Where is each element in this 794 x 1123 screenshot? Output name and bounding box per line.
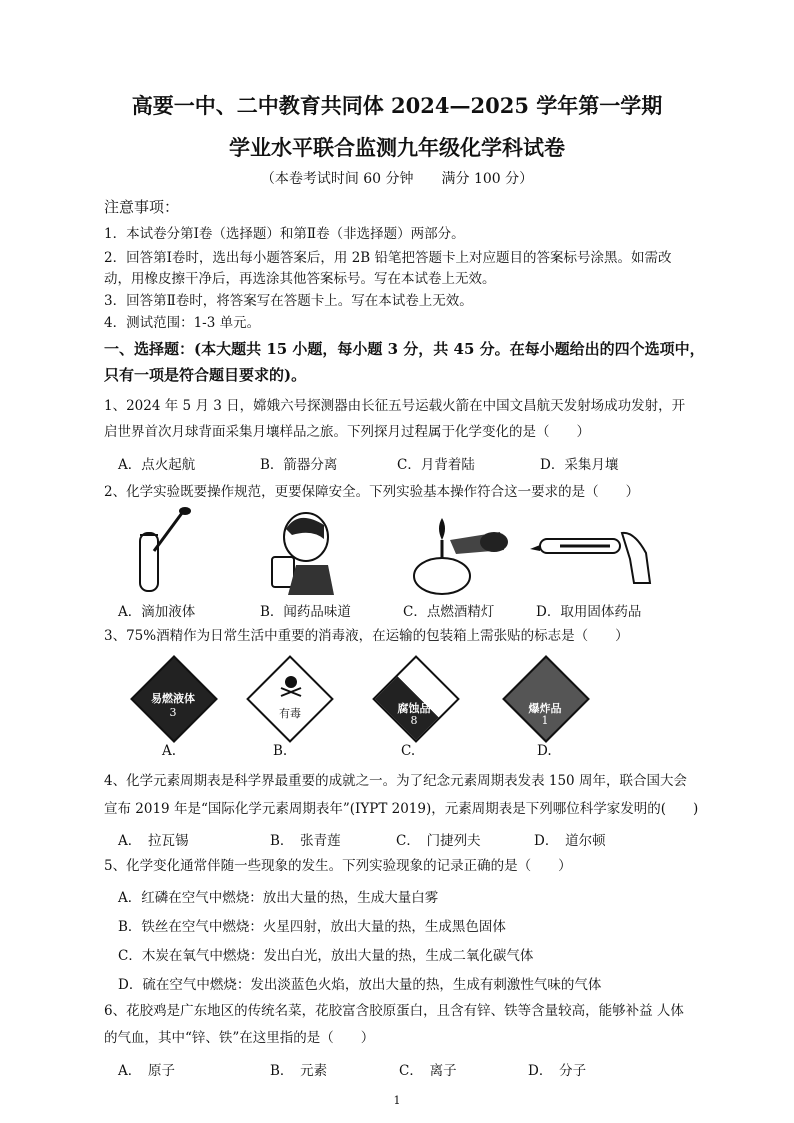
q2-stem: 2、化学实验既要操作规范，更要保障安全。下列实验基本操作符合这一要求的是（ ） [104, 484, 640, 500]
q6-option-d: D． 分子 [528, 1063, 587, 1079]
q1-option-c: C．月背着陆 [397, 457, 475, 473]
q6-stem-line2: 的气血，其中“锌、铁”在这里指的是（ ） [104, 1030, 375, 1046]
q1-option-d: D．采集月壤 [540, 457, 619, 473]
q5-stem: 5、化学变化通常伴随一些现象的发生。下列实验现象的记录正确的是（ ） [104, 858, 572, 874]
q5-option-d: D．硫在空气中燃烧：发出淡蓝色火焰，放出大量的热，生成有刺激性气味的气体 [118, 977, 602, 993]
q3-stem: 3、75%酒精作为日常生活中重要的消毒液，在运输的包装箱上需张贴的标志是（ ） [104, 628, 629, 644]
q6-stem-line1: 6、花胶鸡是广东地区的传统名菜，花胶富含胶原蛋白，且含有锌、铁等含量较高，能够补益 人体 [104, 1003, 684, 1019]
sign-a-label: 易燃液体 [151, 692, 195, 705]
exam-subtitle: （本卷考试时间 60 分钟 满分 100 分） [260, 171, 534, 187]
q6-option-a: A． 原子 [118, 1063, 175, 1079]
page-number: 1 [393, 1094, 401, 1107]
q3-option-c: C. [401, 743, 416, 759]
q1-stem-line1: 1、2024 年 5 月 3 日，嫦娥六号探测器由长征五号运载火箭在中国文昌航天发射场成功发射，开 [104, 398, 686, 414]
sign-a-class: 3 [169, 706, 177, 719]
q5-option-b: B．铁丝在空气中燃烧：火星四射，放出大量的热，生成黑色固体 [118, 919, 506, 935]
explosive-sign [502, 655, 590, 743]
section-heading-line1: 一、选择题：(本大题共 15 小题，每小题 3 分，共 45 分。在每小题给出的四个选项中， [104, 340, 705, 358]
sign-b-label: 有毒 [279, 707, 301, 720]
sign-c-label: 腐蚀品 [397, 702, 431, 715]
q3-option-d: D. [537, 743, 552, 759]
section-heading-line2: 只有一项是符合题目要求的)。 [104, 366, 307, 384]
q1-option-b: B．箭器分离 [260, 457, 338, 473]
note-2-line1: 2．回答第Ⅰ卷时，选出每小题答案后，用 2B 铅笔把答题卡上对应题目的答案标号涂黑。如需改 [104, 250, 672, 266]
note-2-line2: 动，用橡皮擦干净后，再选涂其他答案标号。写在本试卷上无效。 [104, 271, 496, 287]
q3-option-a: A. [162, 743, 177, 759]
q1-option-a: A．点火起航 [118, 457, 196, 473]
q4-option-d: D． 道尔顿 [534, 833, 606, 849]
q2-option-b: B．闻药品味道 [260, 604, 351, 620]
notes-heading: 注意事项： [104, 198, 180, 216]
q2-option-d: D．取用固体药品 [536, 604, 642, 620]
dropper-test-tube-figure [130, 505, 210, 597]
skull-crossbones-icon [278, 672, 304, 698]
smelling-reagent-figure [268, 505, 338, 597]
q1-stem-line2: 启世界首次月球背面采集月壤样品之旅。下列探月过程属于化学变化的是（ ） [104, 424, 590, 440]
toxic-sign [246, 655, 334, 743]
corrosive-sign [372, 655, 460, 743]
solid-reagent-tube-figure [530, 515, 660, 590]
q2-option-a: A．滴加液体 [118, 604, 196, 620]
q2-option-c: C．点燃酒精灯 [403, 604, 495, 620]
exam-title-line1: 高要一中、二中教育共同体 2024—2025 学年第一学期 [131, 93, 663, 118]
note-1: 1．本试卷分第Ⅰ卷（选择题）和第Ⅱ卷（非选择题）两部分。 [104, 226, 465, 242]
q4-option-c: C． 门捷列夫 [396, 833, 481, 849]
q5-option-c: C．木炭在氧气中燃烧：发出白光，放出大量的热，生成二氧化碳气体 [118, 948, 534, 964]
q4-option-b: B． 张青莲 [270, 833, 341, 849]
q3-option-b: B. [273, 743, 288, 759]
alcohol-lamp-figure [404, 510, 514, 598]
sign-d-class: 1 [541, 714, 549, 727]
q6-option-b: B． 元素 [270, 1063, 328, 1079]
sign-c-class: 8 [410, 714, 418, 727]
q5-option-a: A．红磷在空气中燃烧：放出大量的热，生成大量白雾 [118, 890, 439, 906]
note-3: 3．回答第Ⅱ卷时，将答案写在答题卡上。写在本试卷上无效。 [104, 293, 473, 309]
note-4: 4．测试范围：1-3 单元。 [104, 315, 261, 331]
sign-d-label: 爆炸品 [528, 702, 562, 715]
q4-stem-line2: 宣布 2019 年是“国际化学元素周期表年”(IYPT 2019)，元素周期表是下列哪位科学家发明的( ) [104, 801, 699, 817]
q4-stem-line1: 4、化学元素周期表是科学界最重要的成就之一。为了纪念元素周期表发表 150 周年，联合国大会 [104, 773, 687, 789]
q6-option-c: C． 离子 [399, 1063, 457, 1079]
q4-option-a: A． 拉瓦锡 [118, 833, 189, 849]
exam-title-line2: 学业水平联合监测九年级化学科试卷 [229, 135, 565, 160]
